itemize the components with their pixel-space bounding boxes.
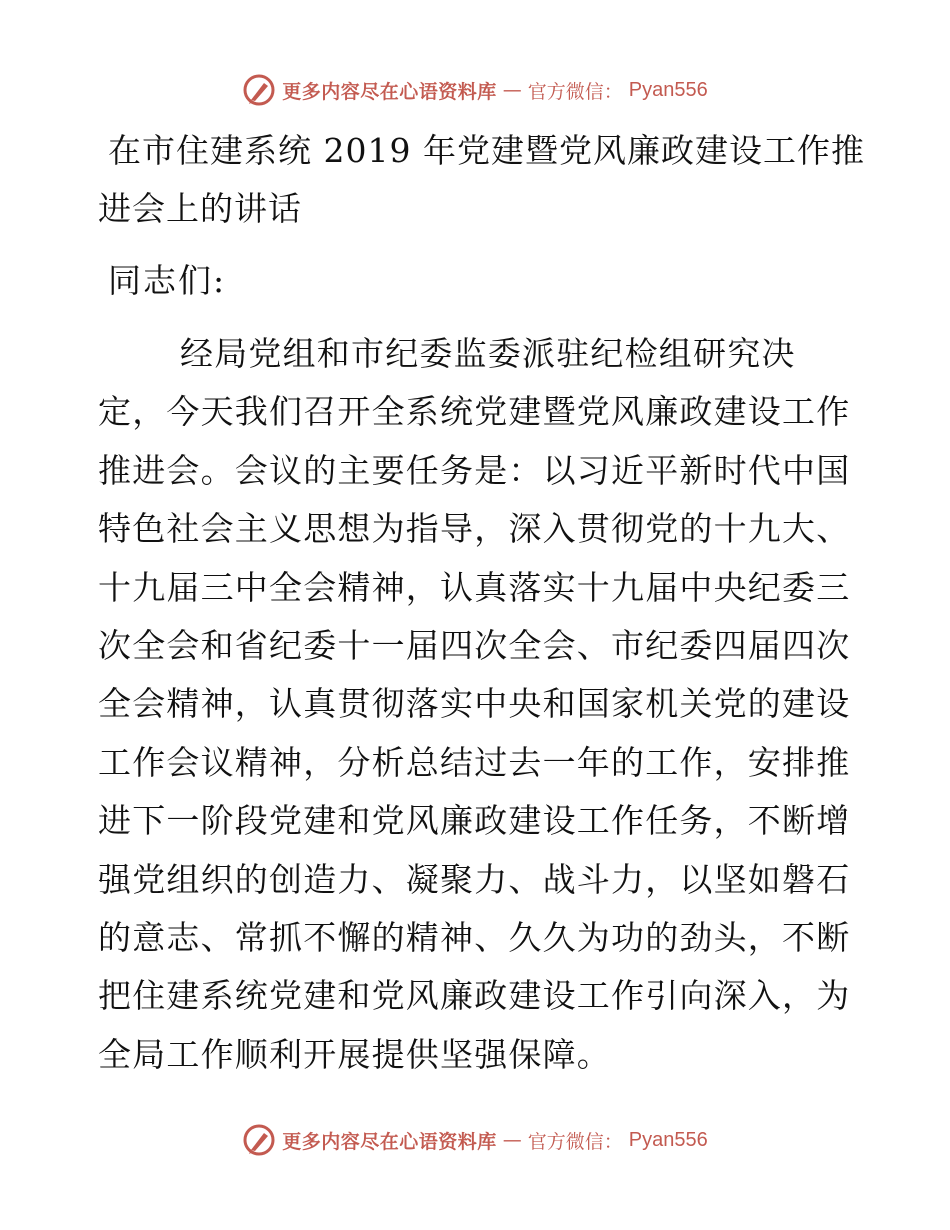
document-title	[98, 122, 865, 238]
quill-pen-circle-icon	[242, 73, 276, 107]
paragraph-line: 把住建系统党建和党风廉政建设工作引向深入，为	[98, 976, 851, 1016]
footer-watermark	[0, 1120, 950, 1160]
greeting: 同志们:	[108, 261, 227, 300]
watermark-label: 官方微信：	[527, 80, 623, 103]
quill-pen-circle-icon	[242, 1123, 276, 1157]
body-paragraph	[98, 325, 850, 1084]
paragraph-line: 全局工作顺利开展提供坚强保障。	[98, 1034, 611, 1074]
paragraph-line: 特色社会主义思想为指导，深入贯彻党的十九大、	[98, 509, 851, 549]
paragraph-line: 十九届三中全会精神，认真落实十九届中央纪委三	[98, 567, 851, 607]
watermark-separator: —	[502, 79, 522, 101]
paragraph-line: 强党组织的创造力、凝聚力、战斗力，以坚如磐石	[98, 859, 851, 899]
title-line-1: 在市住建系统 2019 年党建暨党风廉政建设工作推	[108, 131, 865, 170]
paragraph-line: 工作会议精神，分析总结过去一年的工作，安排推	[98, 742, 851, 782]
paragraph-line: 经局党组和市纪委监委派驻纪检组研究决	[180, 334, 796, 373]
watermark-separator: —	[502, 1129, 522, 1151]
paragraph-line: 次全会和省纪委十一届四次全会、市纪委四届四次	[98, 626, 851, 666]
watermark-wechat-id: Pyan556	[628, 78, 708, 101]
watermark-site-text: 更多内容尽在心语资料库	[282, 1130, 497, 1153]
paragraph-line: 进下一阶段党建和党风廉政建设工作任务，不断增	[98, 801, 851, 841]
paragraph-line: 全会精神，认真贯彻落实中央和国家机关党的建设	[98, 684, 851, 724]
title-line-2: 进会上的讲话	[98, 189, 302, 228]
watermark-site-text: 更多内容尽在心语资料库	[282, 80, 497, 103]
paragraph-line: 定，今天我们召开全系统党建暨党风廉政建设工作	[98, 392, 851, 432]
paragraph-line: 的意志、常抓不懈的精神、久久为功的劲头，不断	[98, 918, 851, 958]
watermark-wechat-id: Pyan556	[628, 1128, 708, 1151]
watermark-label: 官方微信：	[527, 1130, 623, 1153]
paragraph-line: 推进会。会议的主要任务是：以习近平新时代中国	[98, 450, 851, 490]
header-watermark	[0, 70, 950, 110]
